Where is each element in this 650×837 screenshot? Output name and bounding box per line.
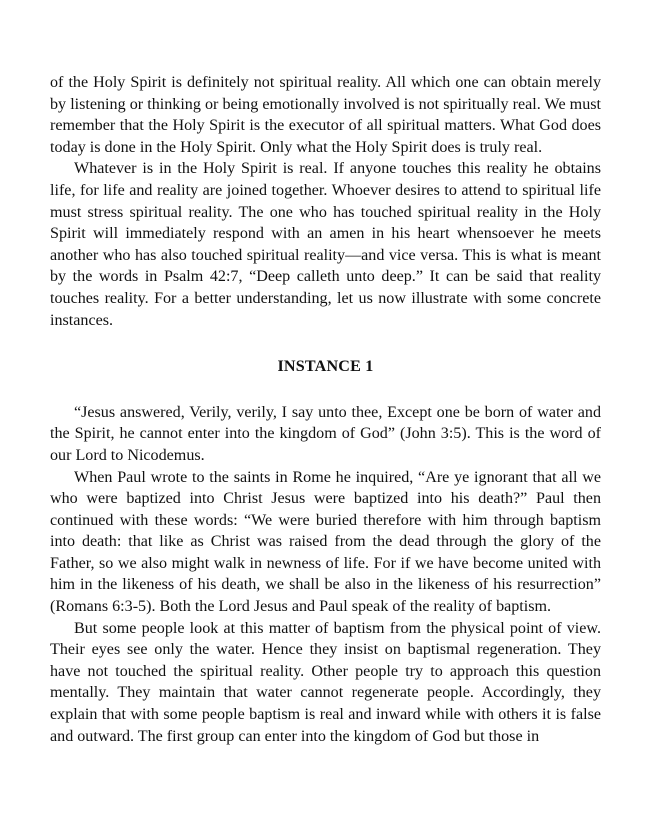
section-heading: INSTANCE 1	[277, 358, 374, 376]
paragraph-john-quote: “Jesus answered, Verily, verily, I say unto thee, Except one be born of water and the Spirit, he cannot enter into the kingdom of God” (John 3:5). This is the word of our Lord to Nicodemus.	[50, 403, 601, 464]
paragraph-romans-quote: When Paul wrote to the saints in Rome he inquired, “Are ye ignorant that all we who were baptized into Christ Jesus were baptized into his death?” Paul then continued with these words: “We were buried therefore with him through baptism into death: that like as Christ was raised from the dead through the glory of the Father, so we also might walk in newness of life. For if we have become united with him in the likeness of his death, we shall be also in the likeness of his resurrection” (Romans 6:3-5). Both the Lord Jesus and Paul speak of the reality of baptism.	[50, 468, 601, 616]
document-page	[50, 72, 601, 747]
paragraph-baptism-views: But some people look at this matter of baptism from the physical point of view. Their eyes see only the water. Hence they insist on baptismal regeneration. They have not touched the spiritual reality. Other people try to approach this question mentally. They maintain that water cannot regenerate people. Accordingly, they explain that with some people baptism is real and inward while with others it is false and outward. The first group can enter into the kingdom of God but those in	[50, 619, 601, 745]
paragraph-continuation: of the Holy Spirit is definitely not spiritual reality. All which one can obtain merely by listening or thinking or being emotionally involved is not spiritually real. We must remember that the Holy Spirit is the executor of all spiritual matters. What God does today is done in the Holy Spirit. Only what the Holy Spirit does is truly real.	[50, 74, 601, 156]
paragraph-reality: Whatever is in the Holy Spirit is real. If anyone touches this reality he obtains life, for life and reality are joined together. Whoever desires to attend to spiritual life must stress spiritual reality. The one who has touched spiritual reality in the Holy Spirit will immediately respond with an amen in his heart whensoever he meets another who has also touched spiritual reality—and vice versa. This is what is meant by the words in Psalm 42:7, “Deep calleth unto deep.” It can be said that reality touches reality. For a better understanding, let us now illustrate with some concrete instances.	[50, 160, 601, 329]
